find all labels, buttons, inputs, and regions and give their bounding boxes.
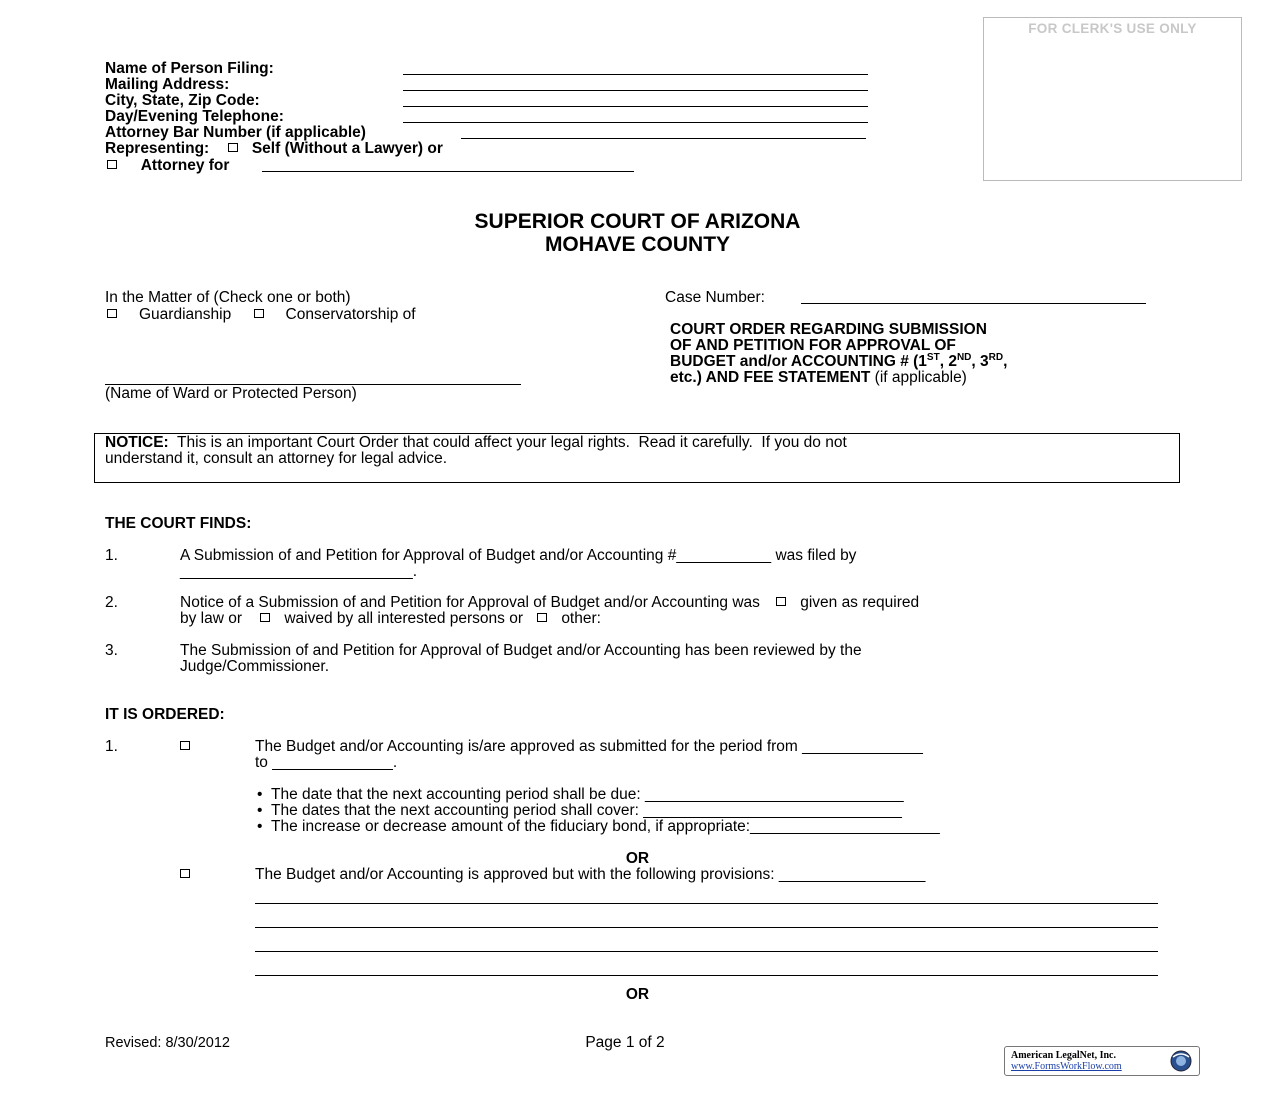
bullet-3: • The increase or decrease amount of the fiduciary bond, if appropriate:______________________ — [257, 818, 940, 835]
bullet-1: • The date that the next accounting period shall be due: ______________________________ — [257, 786, 904, 803]
ordinal-st: ST — [926, 351, 940, 363]
telephone-field[interactable] — [403, 122, 868, 123]
provisions-line-3[interactable] — [255, 951, 1158, 952]
logo-company-name: American LegalNet, Inc. — [1011, 1050, 1116, 1061]
bullet-2-text: The dates that the next accounting period shall cover: ______________________________ — [271, 802, 902, 819]
order-option2-checkbox[interactable] — [180, 869, 190, 878]
order-title-line4 — [670, 370, 967, 386]
court-finds-heading: THE COURT FINDS: — [105, 515, 252, 532]
order-title-line4-suffix: (if applicable) — [870, 369, 967, 386]
finding-2-text1b: given as required — [800, 594, 920, 611]
order-option2-checkbox-wrap — [180, 867, 190, 883]
city-state-zip-field[interactable] — [403, 106, 868, 107]
order-title-line3-text: BUDGET and/or ACCOUNTING # (1 — [670, 353, 927, 370]
order-title-line2: OF AND PETITION FOR APPROVAL OF — [670, 337, 956, 354]
provisions-line-1[interactable] — [255, 903, 1158, 904]
bullet-2: • The dates that the next accounting period shall cover: ______________________________ — [257, 802, 902, 819]
ordinal-3: , 3 — [971, 353, 989, 370]
ordinal-2: , 2 — [939, 353, 957, 370]
bullet-1-text: The date that the next accounting period shall be due: ______________________________ — [271, 786, 904, 803]
conservatorship-label: Conservatorship of — [285, 306, 416, 323]
finding-2-line1 — [180, 595, 919, 611]
ordinal-nd: ND — [956, 351, 972, 363]
ward-name-label: (Name of Ward or Protected Person) — [105, 385, 357, 402]
finding-2-number: 2. — [105, 594, 118, 611]
waived-checkbox[interactable] — [260, 613, 270, 622]
bullet-3-text: The increase or decrease amount of the fiduciary bond, if appropriate:______________________ — [271, 818, 940, 835]
order-option2-text: The Budget and/or Accounting is approved but with the following provisions: _________________ — [255, 866, 926, 883]
case-number-field[interactable] — [801, 303, 1146, 304]
notice-label: NOTICE: — [105, 434, 169, 451]
attorney-for-field[interactable] — [262, 171, 634, 172]
other-checkbox[interactable] — [537, 613, 547, 622]
self-label: Self (Without a Lawyer) or — [251, 140, 443, 157]
finding-3-text2: Judge/Commissioner. — [180, 658, 330, 675]
court-title: SUPERIOR COURT OF ARIZONA — [474, 210, 801, 233]
mailing-address-label: Mailing Address: — [105, 76, 230, 93]
clerk-use-label: FOR CLERK'S USE ONLY — [1028, 21, 1197, 36]
county-title: MOHAVE COUNTY — [544, 233, 731, 256]
page-number: Page 1 of 2 — [585, 1034, 665, 1051]
finding-2-text1a: Notice of a Submission of and Petition for Approval of Budget and/or Accounting was — [180, 594, 760, 611]
or-divider-1: OR — [625, 850, 650, 867]
order-title-line3 — [670, 351, 1008, 370]
clerk-use-box — [983, 17, 1242, 181]
notice-line1 — [105, 435, 847, 451]
finding-2-text2a: by law or — [180, 610, 243, 627]
order-option1-checkbox[interactable] — [180, 741, 190, 750]
attorney-for-label: Attorney for — [140, 157, 230, 174]
provisions-line-2[interactable] — [255, 927, 1158, 928]
matter-options — [105, 307, 416, 323]
it-is-ordered-heading: IT IS ORDERED: — [105, 706, 225, 723]
city-state-zip-label: City, State, Zip Code: — [105, 92, 260, 109]
self-checkbox[interactable] — [228, 143, 238, 152]
finding-1-text1: A Submission of and Petition for Approval of Budget and/or Accounting #___________ was filed by — [180, 547, 857, 564]
order-option1-text1: The Budget and/or Accounting is/are approved as submitted for the period from ______________ — [255, 738, 923, 755]
notice-text2: understand it, consult an attorney for legal advice. — [105, 450, 448, 467]
finding-1-text2: ___________________________. — [180, 563, 418, 580]
order-1-number: 1. — [105, 738, 118, 755]
american-legalnet-logo[interactable] — [1004, 1046, 1200, 1076]
ordinal-rd: RD — [988, 351, 1004, 363]
order-title-line3-end: , — [1003, 353, 1008, 370]
order-title-line1: COURT ORDER REGARDING SUBMISSION — [670, 321, 987, 338]
finding-2-line2 — [180, 611, 601, 627]
given-as-required-checkbox[interactable] — [776, 597, 786, 606]
guardianship-label: Guardianship — [139, 306, 232, 323]
matter-label: In the Matter of (Check one or both) — [105, 289, 351, 306]
representing-row — [105, 141, 443, 157]
globe-icon — [1169, 1049, 1193, 1073]
representing-label: Representing: — [105, 140, 210, 157]
notice-text1: This is an important Court Order that could affect your legal rights. Read it carefully. If you do not — [168, 434, 847, 451]
logo-website-link[interactable]: www.FormsWorkFlow.com — [1011, 1061, 1122, 1072]
finding-3-text1: The Submission of and Petition for Approval of Budget and/or Accounting has been reviewed by the — [180, 642, 862, 659]
finding-2-text2b: waived by all interested persons or — [284, 610, 523, 627]
order-option1-checkbox-wrap — [180, 739, 190, 755]
finding-1-number: 1. — [105, 547, 118, 564]
guardianship-checkbox[interactable] — [107, 309, 117, 318]
name-of-person-filing-label: Name of Person Filing: — [105, 60, 274, 77]
telephone-label: Day/Evening Telephone: — [105, 108, 284, 125]
mailing-address-field[interactable] — [403, 90, 868, 91]
attorney-for-checkbox[interactable] — [107, 160, 117, 169]
order-title-line4-text: etc.) AND FEE STATEMENT — [670, 369, 871, 386]
or-divider-2: OR — [625, 986, 650, 1003]
name-of-person-filing-field[interactable] — [403, 74, 868, 75]
finding-2-text2c: other: — [561, 610, 601, 627]
bar-number-field[interactable] — [461, 138, 866, 139]
conservatorship-checkbox[interactable] — [254, 309, 264, 318]
bar-number-label: Attorney Bar Number (if applicable) — [105, 124, 366, 141]
order-option1-text2: to ______________. — [255, 754, 398, 771]
finding-3-number: 3. — [105, 642, 118, 659]
case-number-label: Case Number: — [665, 289, 765, 306]
attorney-for-row — [105, 158, 229, 174]
provisions-line-4[interactable] — [255, 975, 1158, 976]
revised-date: Revised: 8/30/2012 — [105, 1035, 230, 1051]
